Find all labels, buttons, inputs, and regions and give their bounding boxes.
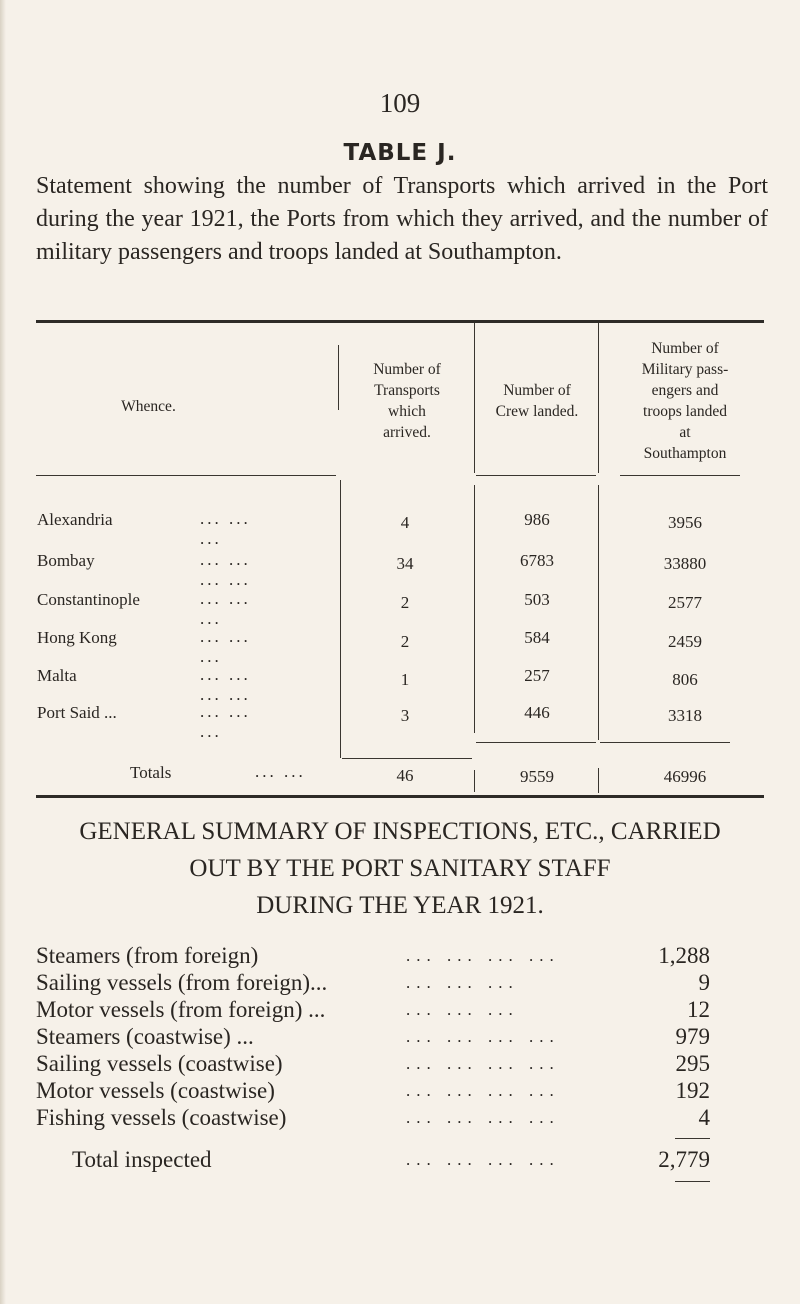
summary-item-value: 192: [675, 1078, 710, 1103]
military-count: 2459: [668, 632, 702, 651]
military-count: 2577: [668, 593, 702, 612]
table-top-rule: [36, 320, 764, 323]
header-line: Military pass-: [641, 361, 729, 378]
transports-count: 34: [396, 554, 414, 573]
total-transports: 46: [396, 766, 414, 785]
summary-item: [36, 996, 710, 1023]
column-divider: [474, 323, 475, 473]
page-number: 109: [379, 88, 421, 118]
leader-dots: ... ... ... ...: [200, 550, 251, 589]
page-spine-shadow: [0, 0, 6, 1304]
summary-total: [36, 1146, 710, 1173]
column-divider: [598, 768, 599, 793]
summary-total-label: Total inspected: [72, 1147, 212, 1172]
summary-item-value: 295: [675, 1051, 710, 1076]
summary-item: [36, 1104, 710, 1131]
summary-item-label: Sailing vessels (from foreign)...: [36, 970, 328, 995]
header-crew: [476, 380, 598, 422]
summary-title-line: GENERAL SUMMARY OF INSPECTIONS, ETC., CARRIED: [79, 818, 721, 845]
header-line: Number of: [651, 340, 719, 357]
leader-dots: ... ... ...: [406, 973, 519, 992]
summary-title-line: DURING THE YEAR 1921.: [256, 892, 544, 919]
leader-dots: ... ... ...: [200, 627, 251, 666]
leader-dots: ... ... ... ...: [406, 1054, 560, 1073]
military-count: 806: [672, 670, 698, 689]
crew-count: 446: [524, 703, 550, 722]
header-underline: [476, 475, 596, 476]
summary-total-value: 2,779: [658, 1147, 710, 1172]
crew-count: 6783: [520, 551, 554, 570]
column-divider: [598, 323, 599, 473]
summary-item: [36, 969, 710, 996]
summary-item: [36, 942, 710, 969]
totals-label: Totals: [130, 763, 172, 782]
header-line: at: [679, 424, 691, 441]
table-bottom-rule: [36, 795, 764, 798]
leader-dots: ... ...: [255, 762, 306, 781]
total-military: 46996: [663, 767, 707, 786]
header-whence: Whence.: [121, 398, 176, 415]
leader-dots: ... ... ...: [406, 1000, 519, 1019]
transports-count: 4: [400, 513, 410, 532]
column-divider: [598, 485, 599, 740]
port-name: Malta: [37, 666, 77, 685]
summary-item-label: Sailing vessels (coastwise): [36, 1051, 283, 1076]
totals-rule: [342, 758, 472, 759]
totals-rule: [600, 742, 730, 743]
header-underline: [36, 475, 336, 476]
intro-paragraph: Statement showing the number of Transports which arrived in the Port during the year 1921, the Ports from which they arrived, and the number of military passengers and troops landed at Southampton.: [36, 173, 768, 265]
leader-dots: ... ... ... ...: [406, 1108, 560, 1127]
military-count: 3956: [668, 513, 702, 532]
summary-total-rule: [675, 1138, 710, 1139]
header-line: Number of: [503, 382, 571, 399]
summary-item-label: Motor vessels (coastwise): [36, 1078, 275, 1103]
summary-item-label: Motor vessels (from foreign) ...: [36, 997, 326, 1022]
leader-dots: ... ... ...: [200, 589, 251, 628]
summary-total-underline: [675, 1181, 710, 1182]
port-name: Hong Kong: [37, 628, 117, 647]
header-underline: [620, 475, 740, 476]
summary-item-value: 4: [698, 1105, 710, 1130]
header-line: Crew landed.: [495, 403, 579, 420]
header-transports: [340, 359, 474, 443]
total-crew: 9559: [520, 767, 554, 786]
leader-dots: ... ... ... ...: [406, 946, 560, 965]
column-divider: [474, 485, 475, 733]
transports-count: 3: [400, 706, 410, 725]
transports-count: 2: [400, 632, 410, 651]
header-military: [600, 338, 770, 464]
leader-dots: ... ... ... ...: [406, 1027, 560, 1046]
header-line: engers and: [651, 382, 719, 399]
summary-item-label: Steamers (from foreign): [36, 943, 259, 968]
transports-count: 1: [400, 670, 410, 689]
table-label: TABLE J.: [343, 140, 457, 166]
military-count: 3318: [668, 706, 702, 725]
header-line: Transports: [374, 382, 440, 399]
header-line: Number of: [373, 361, 441, 378]
leader-dots: ... ... ... ...: [406, 1081, 560, 1100]
header-line: which: [388, 403, 426, 420]
transports-count: 2: [400, 593, 410, 612]
summary-item-value: 1,288: [658, 943, 710, 968]
summary-item: [36, 1050, 710, 1077]
summary-item-value: 12: [687, 997, 710, 1022]
crew-count: 986: [524, 510, 550, 529]
summary-title-line: OUT BY THE PORT SANITARY STAFF: [189, 855, 611, 882]
summary-item-label: Fishing vessels (coastwise): [36, 1105, 287, 1130]
port-name: Constantinople: [37, 590, 140, 609]
leader-dots: ... ... ... ...: [406, 1150, 560, 1169]
port-name: Alexandria: [37, 510, 113, 529]
column-divider: [474, 770, 475, 792]
crew-count: 257: [524, 666, 550, 685]
leader-dots: ... ... ... ...: [200, 665, 251, 704]
summary-item-value: 9: [698, 970, 710, 995]
summary-item: [36, 1023, 710, 1050]
leader-dots: ... ... ...: [200, 702, 251, 741]
military-count: 33880: [663, 554, 707, 573]
crew-count: 503: [524, 590, 550, 609]
port-name: Port Said ...: [37, 703, 117, 722]
summary-item-label: Steamers (coastwise) ...: [36, 1024, 254, 1049]
summary-item-value: 979: [675, 1024, 710, 1049]
leader-dots: ... ... ...: [200, 509, 251, 548]
header-line: Southampton: [643, 445, 727, 462]
summary-item: [36, 1077, 710, 1104]
totals-rule: [476, 742, 596, 743]
port-name: Bombay: [37, 551, 95, 570]
header-line: troops landed: [643, 403, 727, 420]
column-divider: [338, 345, 339, 410]
crew-count: 584: [524, 628, 550, 647]
header-line: arrived.: [383, 424, 431, 441]
